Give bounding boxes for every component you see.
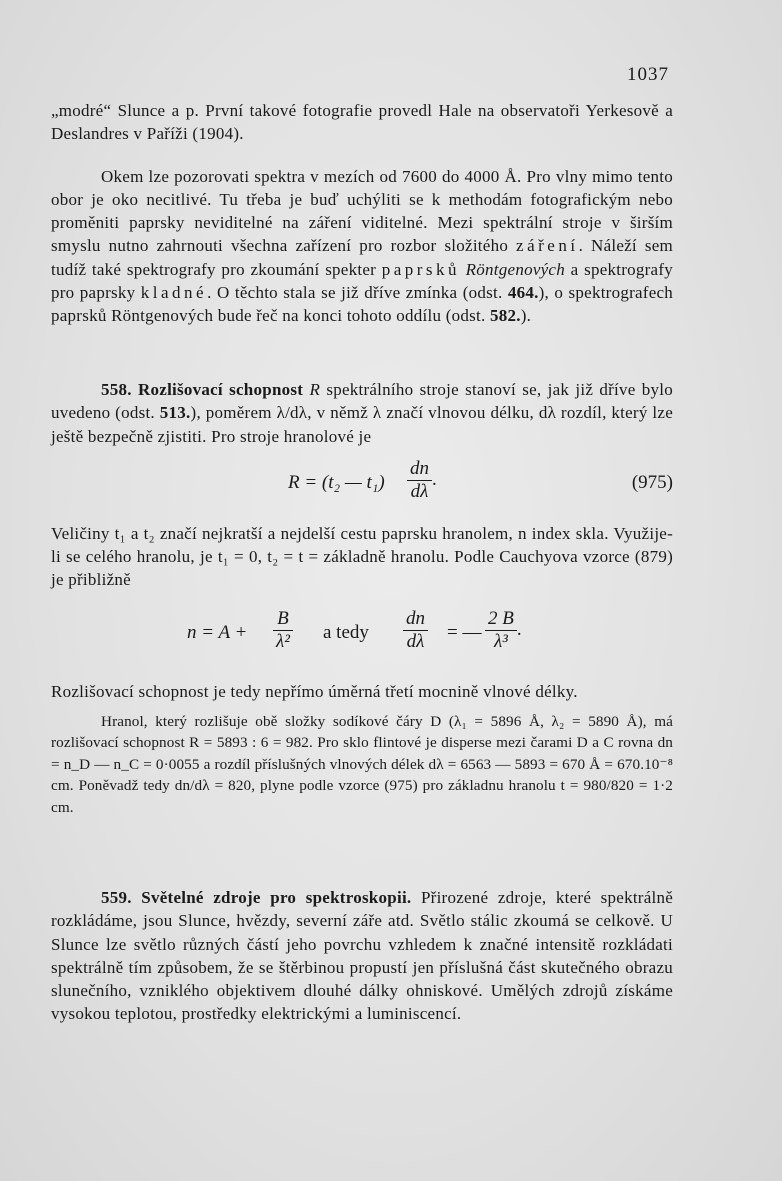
equation-punctuation: . xyxy=(432,468,437,490)
text-run: spektrálního stroje stanoví se, jak již dříve bylo uvedeno (odst. xyxy=(51,380,674,423)
numerator: dn xyxy=(410,457,429,479)
equation-fraction xyxy=(407,458,437,503)
equation-lhs: n = A + xyxy=(187,621,248,643)
text-run: . O těchto stala se již dříve zmínka (odst. xyxy=(207,283,503,303)
section-558-paragraph-2: Veličiny t₁ a t₂ značí nejkratší a nejdelší cestu paprsku hranolem, n index skla. Využije-li se celého hranolu, je t₁ = 0, t₂ = t = základně hranolu. Podle Cauchyova vzorce (879) je přibližně xyxy=(51,523,673,590)
text-run: ), o spektrografech paprsků Röntgenových bude řeč na konci tohoto oddílu (odst. xyxy=(51,283,674,326)
intro-paragraph-1: „modré“ Slunce a p. První takové fotografie provedl Hale na observatoři Yerkesově a Deslandres v Paříži (1904). xyxy=(51,101,673,144)
intro-block xyxy=(51,99,673,328)
fraction xyxy=(407,458,432,503)
section-title: Světelné zdroje pro spektroskopii. xyxy=(141,888,412,907)
section-558-example: Hranol, který rozlišuje obě složky sodíkové čáry D (λ₁ = 5896 Å, λ₂ = 5890 Å), má rozlišovací schopnost R = 5893 : 6 = 982. Pro sklo flintové je disperse mezi čarami D a C rovna dn = n_D — n_C = 0·0055 a rozdíl příslušných vlnových délek dλ = 6563 — 5893 = 670 Å = 670.10⁻⁸ cm. Poněvadž tedy dn/dλ = 820, plyne podle vzorce (975) pro základnu hranolu t = 980/820 = 1·2 cm. xyxy=(51,713,673,816)
equation-fraction xyxy=(485,608,522,653)
equation-fraction xyxy=(403,608,428,653)
page-number: 1037 xyxy=(627,64,669,85)
section-558-paragraph xyxy=(51,378,673,448)
symbol: R xyxy=(309,380,321,399)
text-run: Okem lze pozorovati spektra v mezích od 7600 do 4000 Å. Pro vlny mimo tento obor je oko necitlivé. Tu třeba je buď uchýliti se k methodám fotografickým nebo proměniti paprsky neviditelné na záření viditelné. Mezi spektrální stroje v širším smyslu nutno zahrnouti všechna zařízení pro rozbor složitého xyxy=(51,166,673,256)
italic-text: Röntgenových xyxy=(465,259,565,279)
section-reference: 513. xyxy=(159,403,191,423)
section-number: 559. xyxy=(101,888,132,907)
text-run: ). xyxy=(520,306,532,326)
section-reference: 582. xyxy=(489,306,521,326)
equation-connector: a tedy xyxy=(323,621,369,643)
section-reference: 464. xyxy=(507,283,539,303)
section-559-paragraph xyxy=(51,886,673,1026)
fraction xyxy=(485,608,517,653)
equation-975 xyxy=(51,454,673,516)
equation-fraction xyxy=(273,608,293,653)
text-run: Přirozené zdroje, které spektrálně rozkládáme, jsou Slunce, hvězdy, severní záře atd. Světlo stálic zkoumá se celkově. U Slunce lze světlo různých částí jeho povrchu vzhledem k značné intensitě rozkládati spektrálně tím způsobem, že se štěrbinou propustí jen příslušná část skutečného obrazu slunečního, vzniklého objektivem dlouhé dálky ohniskové. Umělých zdrojů získáme vysokou teplotou, prostředky elektrickými a luminiscencí. xyxy=(51,888,674,1024)
fraction xyxy=(273,608,293,653)
denominator: λ² xyxy=(273,630,293,653)
text-run: ), poměrem λ/dλ, v němž λ značí vlnovou délku, dλ rozdíl, který lze ještě bezpečně zjistiti. Pro stroje hranolové je xyxy=(51,403,673,446)
equation-operator: = — xyxy=(447,621,482,643)
denominator: dλ xyxy=(403,630,428,653)
equation-number: (975) xyxy=(631,471,673,493)
section-559 xyxy=(51,886,673,1026)
section-number: 558. xyxy=(101,380,132,399)
emphasis-text: kladné xyxy=(140,283,208,303)
section-title: Rozlišovací schopnost xyxy=(138,380,304,399)
text-run: a spektrografy pro paprsky xyxy=(51,259,673,303)
numerator: dn xyxy=(406,607,425,629)
denominator: λ³ xyxy=(485,630,517,653)
numerator: B xyxy=(277,607,289,629)
equation-punctuation: . xyxy=(516,618,522,640)
section-558 xyxy=(51,378,673,818)
equation-cauchy xyxy=(51,604,673,666)
denominator: dλ xyxy=(407,480,432,503)
text-run: . Náleží sem tudíž také spektrografy pro zkoumání spekter xyxy=(51,236,674,279)
equation-lhs: R = (t₂ — t₁) xyxy=(288,471,385,493)
numerator: 2 B xyxy=(488,607,514,629)
fraction xyxy=(403,608,428,653)
section-558-paragraph-3: Rozlišovací schopnost je tedy nepřímo úměrná třetí mocnině vlnové délky. xyxy=(51,681,578,701)
emphasis-text: záření xyxy=(516,236,579,256)
intro-paragraph-2 xyxy=(51,165,673,328)
emphasis-text: paprsků xyxy=(381,259,461,279)
